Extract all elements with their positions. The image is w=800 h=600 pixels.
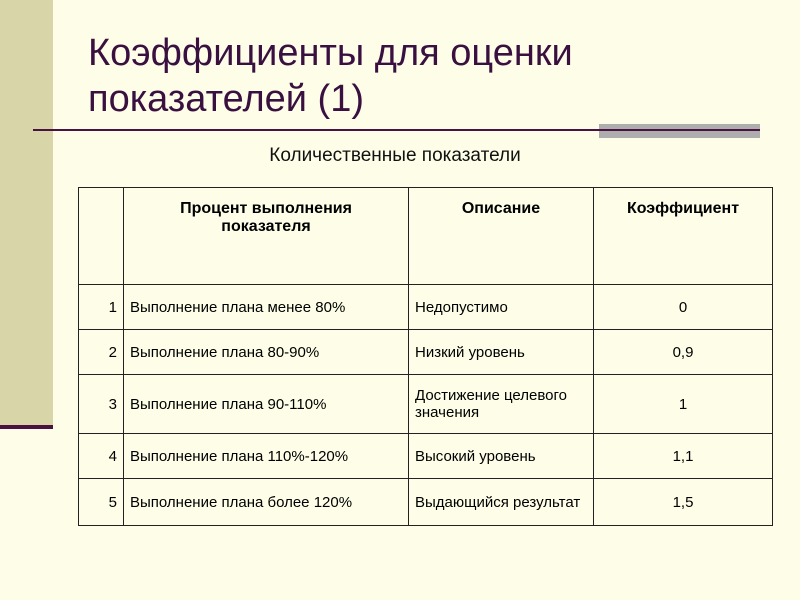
row-coefficient: 1,5 bbox=[594, 479, 773, 526]
title-underline-accent-block bbox=[599, 124, 760, 138]
side-decoration-band bbox=[0, 0, 53, 425]
row-description: Недопустимо bbox=[409, 285, 594, 330]
row-percent: Выполнение плана более 120% bbox=[124, 479, 409, 526]
header-description: Описание bbox=[409, 188, 594, 285]
row-description: Высокий уровень bbox=[409, 434, 594, 479]
slide-title-line-1: Коэффициенты для оценки bbox=[88, 32, 573, 74]
row-percent: Выполнение плана 90-110% bbox=[124, 375, 409, 434]
row-percent: Выполнение плана 80-90% bbox=[124, 330, 409, 375]
row-percent: Выполнение плана 110%-120% bbox=[124, 434, 409, 479]
row-number: 5 bbox=[79, 479, 124, 526]
row-number: 1 bbox=[79, 285, 124, 330]
table-row bbox=[79, 330, 773, 375]
side-decoration-rule bbox=[0, 425, 53, 429]
table-caption: Количественные показатели bbox=[269, 145, 521, 166]
table-row bbox=[79, 285, 773, 330]
row-description: Низкий уровень bbox=[409, 330, 594, 375]
row-coefficient: 1 bbox=[594, 375, 773, 434]
row-number: 2 bbox=[79, 330, 124, 375]
table-row bbox=[79, 479, 773, 526]
row-number: 4 bbox=[79, 434, 124, 479]
title-underline bbox=[33, 129, 599, 131]
row-number: 3 bbox=[79, 375, 124, 434]
row-description: Достижение целевого значения bbox=[409, 375, 594, 434]
header-coefficient: Коэффициент bbox=[594, 188, 773, 285]
slide-title-line-2: показателей (1) bbox=[88, 78, 364, 120]
row-coefficient: 1,1 bbox=[594, 434, 773, 479]
table-header-row bbox=[79, 188, 773, 285]
row-description: Выдающийся результат bbox=[409, 479, 594, 526]
row-percent: Выполнение плана менее 80% bbox=[124, 285, 409, 330]
slide-title bbox=[88, 30, 768, 122]
table-row bbox=[79, 375, 773, 434]
table-row bbox=[79, 434, 773, 479]
header-percent: Процент выполнения показателя bbox=[124, 188, 409, 285]
row-coefficient: 0 bbox=[594, 285, 773, 330]
coefficients-table bbox=[78, 187, 773, 526]
header-number bbox=[79, 188, 124, 285]
row-coefficient: 0,9 bbox=[594, 330, 773, 375]
